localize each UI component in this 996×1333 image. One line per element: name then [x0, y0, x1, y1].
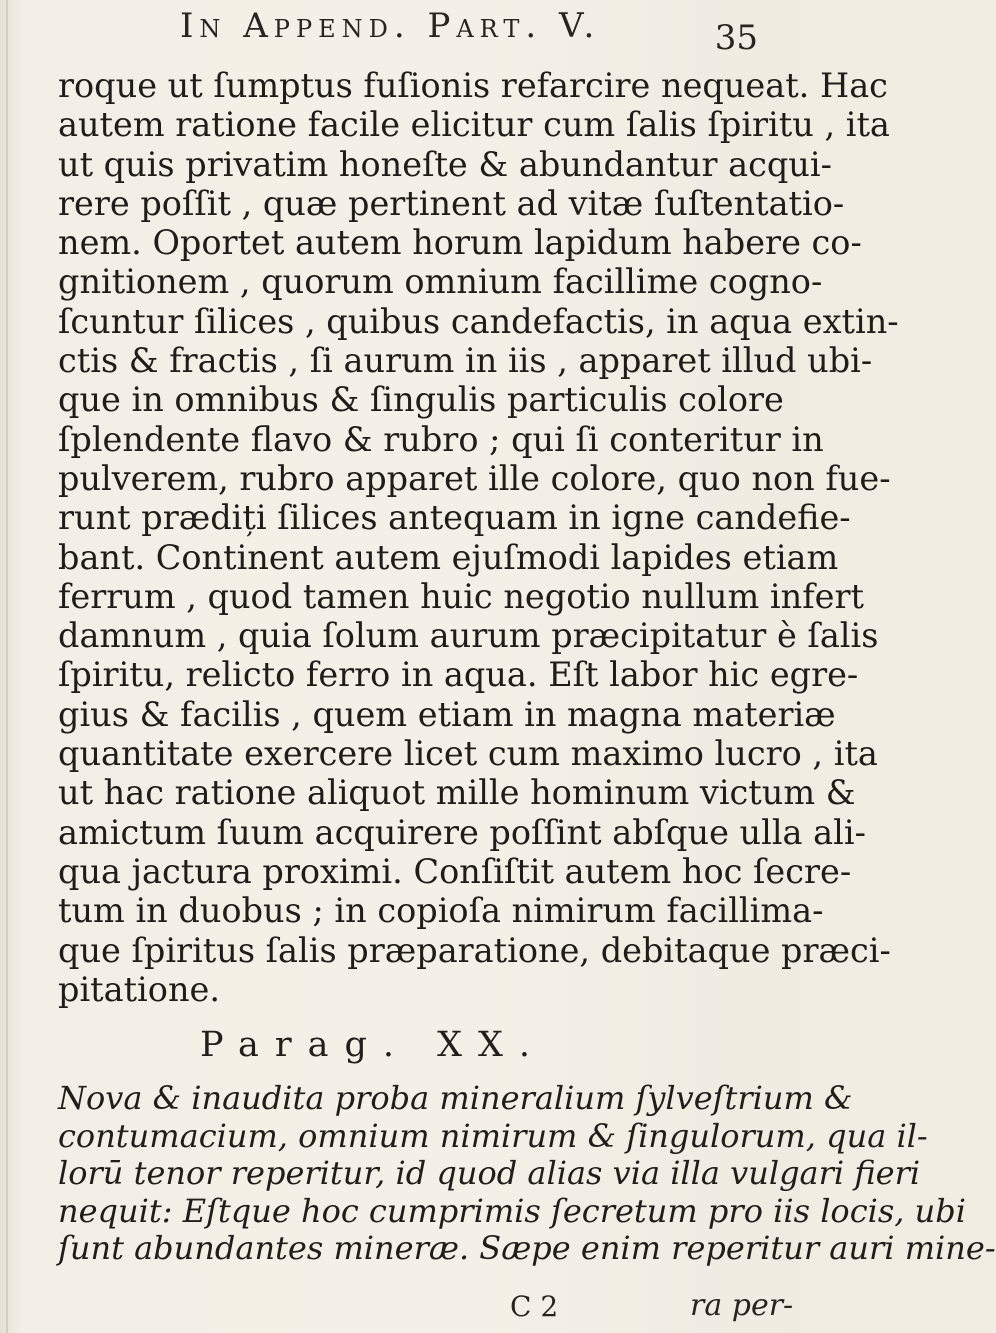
- running-head: In Append. Part. V.: [180, 6, 601, 46]
- text-line: gnitionem , quorum omnium facillime cogno-: [58, 262, 823, 302]
- italic-line: Nova & inaudita proba mineralium ſylveſtrium &: [58, 1079, 853, 1117]
- signature-mark: C 2: [510, 1290, 559, 1323]
- text-line: ut hac ratione aliquot mille hominum victum &: [58, 773, 856, 813]
- main-text-block: [58, 66, 899, 1009]
- section-heading: Parag. XX.: [200, 1025, 547, 1065]
- text-line: nem. Oportet autem horum lapidum habere co-: [58, 223, 862, 263]
- text-line: ctis & fractis , ſi aurum in iis , apparet illud ubi-: [58, 341, 873, 381]
- text-line: damnum , quia ſolum aurum præcipitatur è ſalis: [58, 616, 879, 656]
- text-line: runt prædiți ſilices antequam in igne candefie-: [58, 498, 851, 538]
- page-number: 35: [714, 18, 758, 58]
- text-line: amictum ſuum acquirere poſſint abſque ulla ali-: [58, 812, 866, 852]
- text-line: ferrum , quod tamen huic negotio nullum infert: [58, 576, 864, 616]
- catchword: ra per-: [690, 1288, 794, 1323]
- italic-line: ſunt abundantes mineræ. Sæpe enim reperitur auri mine-: [58, 1229, 996, 1267]
- text-line: autem ratione facile elicitur cum ſalis ſpiritu , ita: [58, 105, 890, 145]
- italic-summary-block: [58, 1079, 996, 1268]
- page-header: [180, 6, 780, 66]
- italic-line: nequit: Eſtque hoc cumprimis ſecretum pro iis locis, ubi: [58, 1191, 966, 1230]
- text-line: ſcuntur ſilices , quibus candefactis, in aqua extin-: [58, 301, 899, 341]
- text-line: ut quis privatim honeſte & abundantur acqui-: [58, 144, 832, 184]
- page-gutter: [6, 0, 8, 1333]
- text-line: tum in duobus ; in copioſa nimirum facillima-: [58, 891, 824, 931]
- italic-line: lorū tenor reperitur, id quod alias via illa vulgari fieri: [58, 1154, 921, 1192]
- text-line: ſpiritu, relicto ferro in aqua. Eſt labor hic egre-: [58, 655, 859, 695]
- text-line: ſplendente flavo & rubro ; qui ſi conteritur in: [58, 419, 824, 459]
- italic-line: contumacium, omnium nimirum & ſingulorum, qua il-: [58, 1116, 928, 1155]
- text-line: pulverem, rubro apparet ille colore, quo non fue-: [58, 458, 891, 498]
- text-line: qua jactura proximi. Conſiſtit autem hoc ſecre-: [58, 851, 852, 891]
- text-line: gius & facilis , quem etiam in magna materiæ: [58, 694, 836, 734]
- text-line: que ſpiritus ſalis præparatione, debitaque præci-: [58, 930, 891, 970]
- text-line: quantitate exercere licet cum maximo lucro , ita: [58, 734, 878, 774]
- text-line: pitatione.: [58, 969, 220, 1009]
- text-line: bant. Continent autem ejuſmodi lapides etiam: [58, 537, 839, 577]
- text-line: rere poſſit , quæ pertinent ad vitæ ſuſtentatio-: [58, 183, 845, 223]
- text-line: que in omnibus & ſingulis particulis colore: [58, 380, 784, 420]
- text-line: roque ut ſumptus fuſionis refarcire nequeat. Hac: [58, 66, 888, 105]
